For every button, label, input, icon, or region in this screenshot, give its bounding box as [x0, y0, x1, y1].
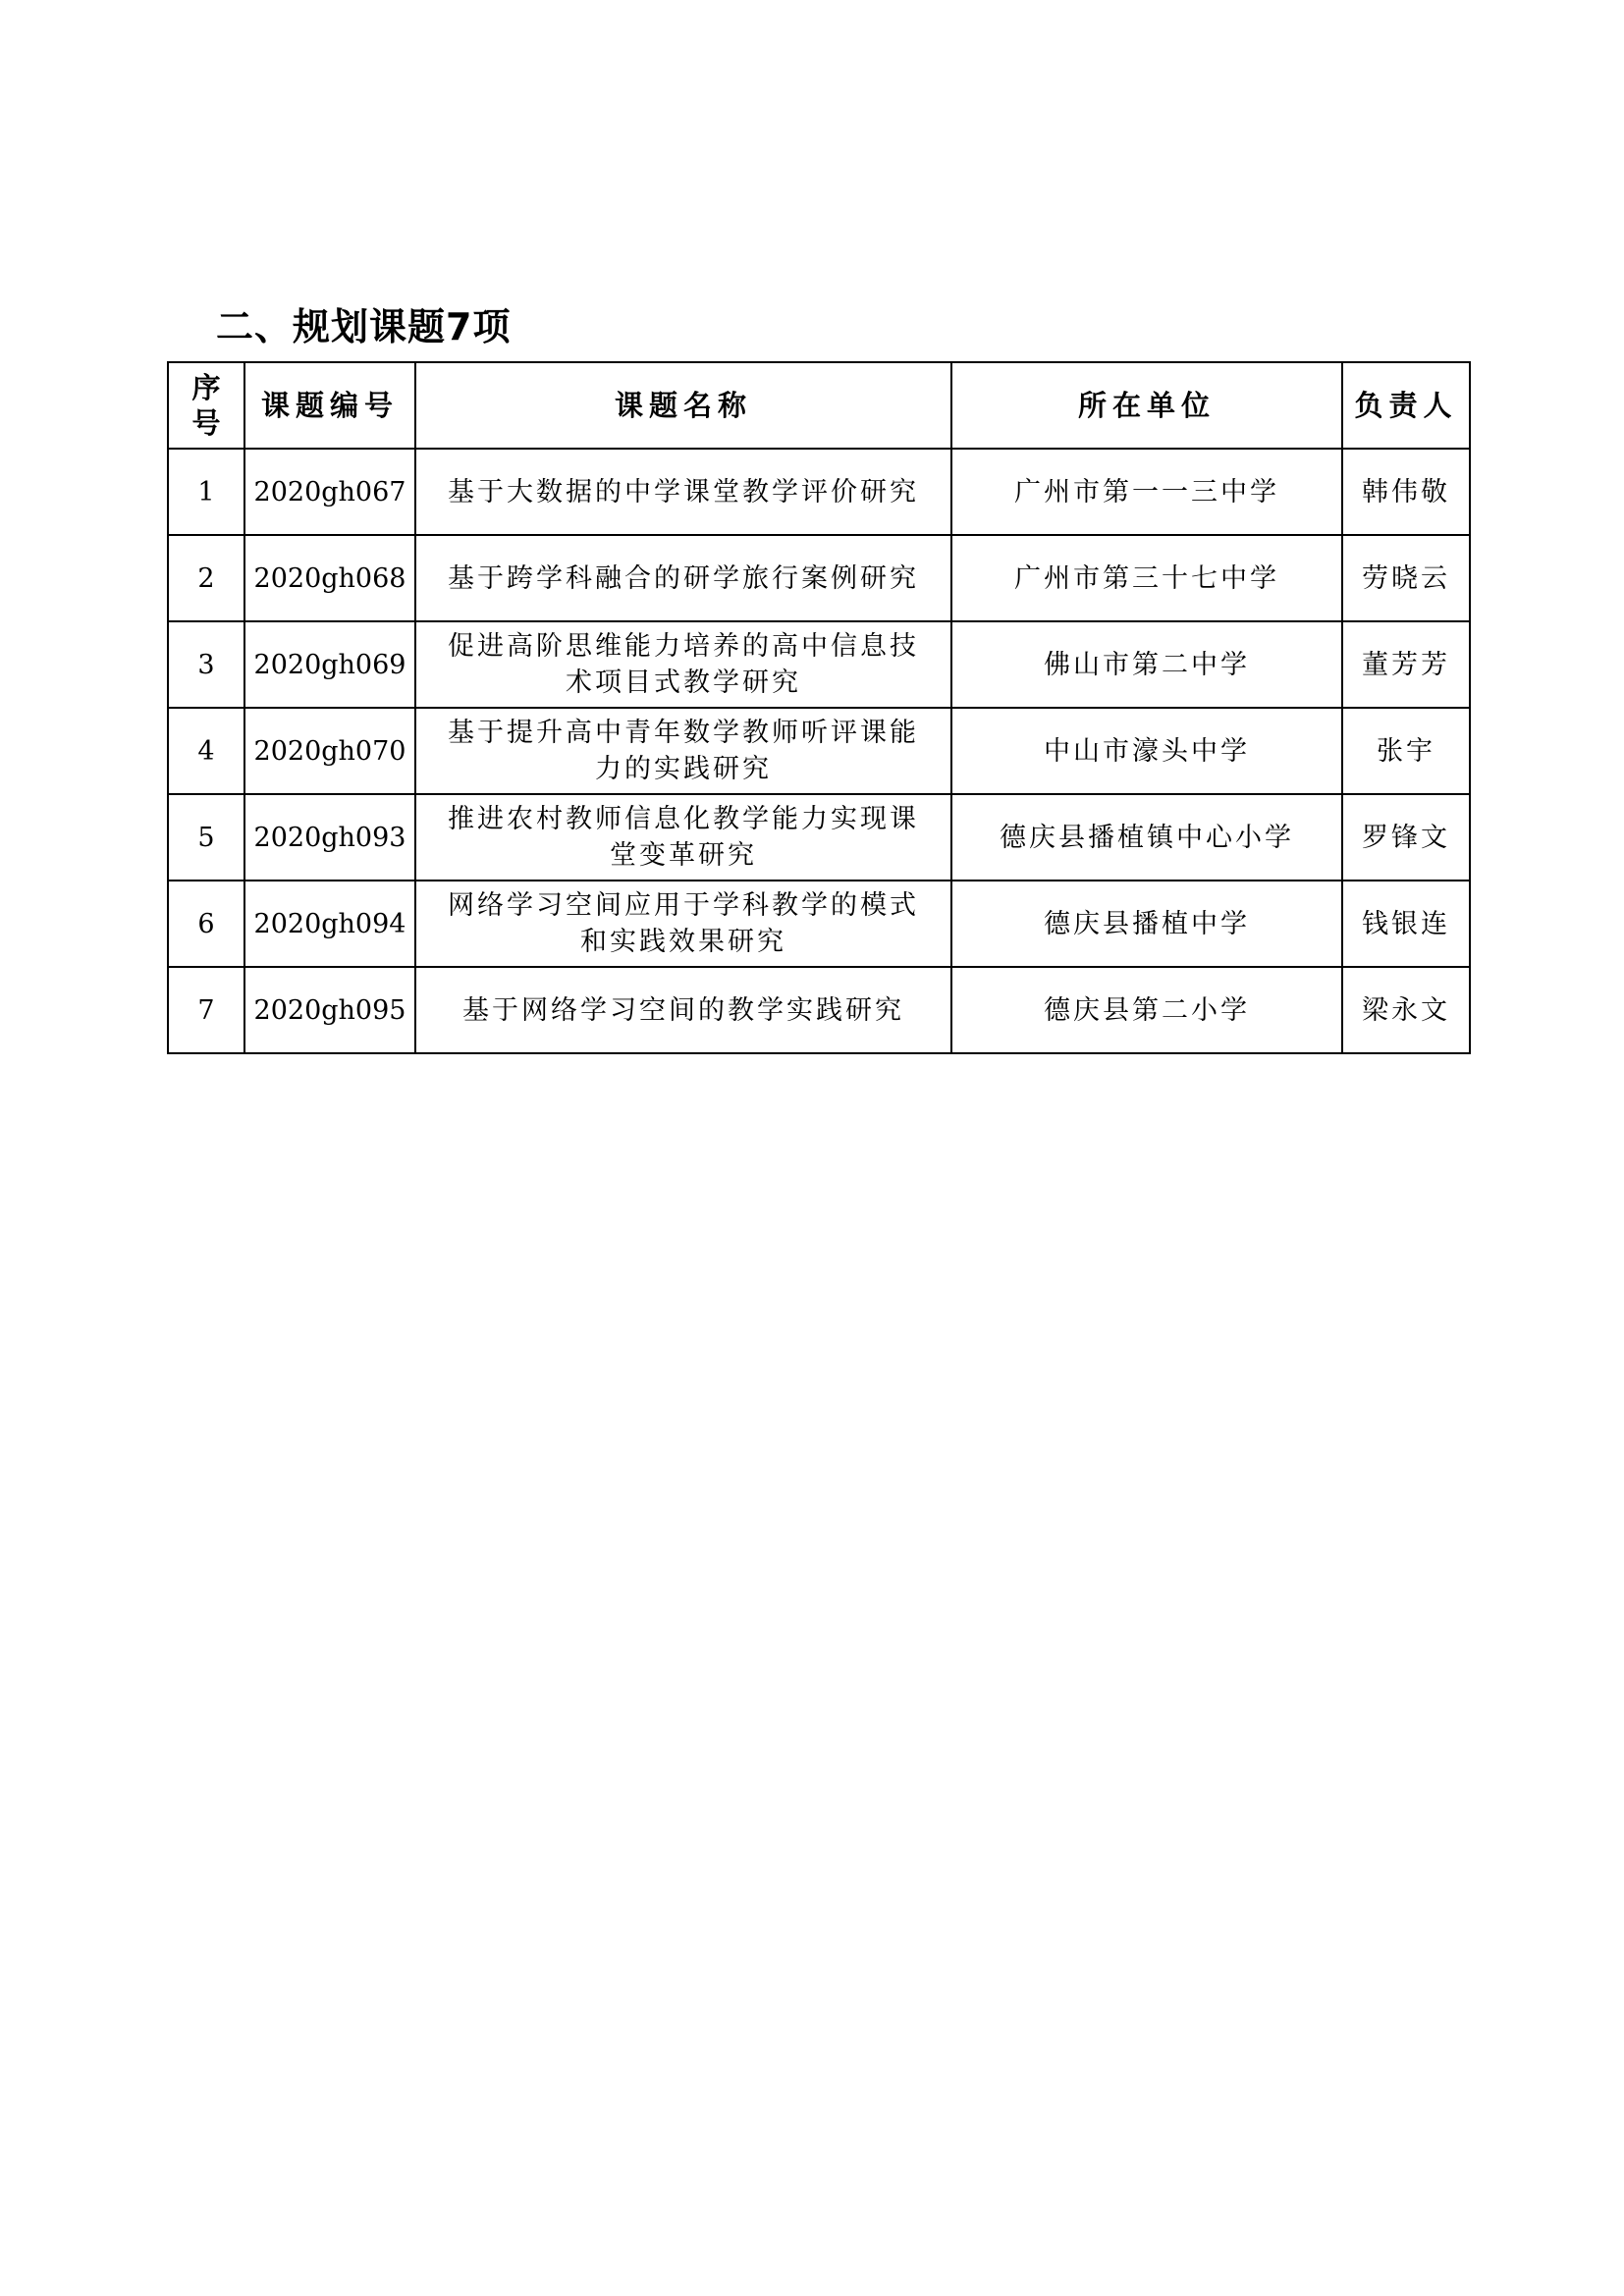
row-unit: 德庆县播植中学 — [951, 881, 1342, 967]
row-seq: 1 — [168, 449, 244, 535]
row-name: 基于网络学习空间的教学实践研究 — [415, 967, 951, 1053]
row-code: 2020gh069 — [244, 621, 415, 708]
row-leader: 张宇 — [1342, 708, 1470, 794]
row-unit: 广州市第一一三中学 — [951, 449, 1342, 535]
row-seq: 7 — [168, 967, 244, 1053]
row-unit: 德庆县第二小学 — [951, 967, 1342, 1053]
row-seq: 6 — [168, 881, 244, 967]
row-leader: 梁永文 — [1342, 967, 1470, 1053]
row-name: 基于大数据的中学课堂教学评价研究 — [415, 449, 951, 535]
table-row — [168, 881, 1470, 967]
table-row — [168, 535, 1470, 621]
header-name: 课题名称 — [415, 362, 951, 449]
row-name: 促进高阶思维能力培养的高中信息技术项目式教学研究 — [415, 621, 951, 708]
row-leader: 劳晓云 — [1342, 535, 1470, 621]
row-seq: 3 — [168, 621, 244, 708]
header-unit: 所在单位 — [951, 362, 1342, 449]
row-code: 2020gh067 — [244, 449, 415, 535]
table-header-row — [168, 362, 1470, 449]
table-row — [168, 967, 1470, 1053]
row-name: 基于提升高中青年数学教师听评课能力的实践研究 — [415, 708, 951, 794]
row-code: 2020gh068 — [244, 535, 415, 621]
table-row — [168, 621, 1470, 708]
row-unit: 中山市濠头中学 — [951, 708, 1342, 794]
row-code: 2020gh070 — [244, 708, 415, 794]
table-row — [168, 449, 1470, 535]
row-code: 2020gh094 — [244, 881, 415, 967]
header-leader: 负责人 — [1342, 362, 1470, 449]
row-name: 基于跨学科融合的研学旅行案例研究 — [415, 535, 951, 621]
row-seq: 5 — [168, 794, 244, 881]
row-seq: 4 — [168, 708, 244, 794]
table-row — [168, 794, 1470, 881]
section-heading: 二、规划课题7项 — [216, 305, 512, 348]
row-name: 网络学习空间应用于学科教学的模式和实践效果研究 — [415, 881, 951, 967]
row-code: 2020gh095 — [244, 967, 415, 1053]
row-unit: 广州市第三十七中学 — [951, 535, 1342, 621]
row-unit: 德庆县播植镇中心小学 — [951, 794, 1342, 881]
row-name: 推进农村教师信息化教学能力实现课堂变革研究 — [415, 794, 951, 881]
row-leader: 罗锋文 — [1342, 794, 1470, 881]
row-leader: 董芳芳 — [1342, 621, 1470, 708]
table-row — [168, 708, 1470, 794]
header-seq-label: 序号 — [191, 371, 221, 440]
project-table — [167, 361, 1471, 1054]
row-leader: 韩伟敬 — [1342, 449, 1470, 535]
row-unit: 佛山市第二中学 — [951, 621, 1342, 708]
header-seq — [168, 362, 244, 449]
row-seq: 2 — [168, 535, 244, 621]
row-code: 2020gh093 — [244, 794, 415, 881]
row-leader: 钱银连 — [1342, 881, 1470, 967]
header-code: 课题编号 — [244, 362, 415, 449]
